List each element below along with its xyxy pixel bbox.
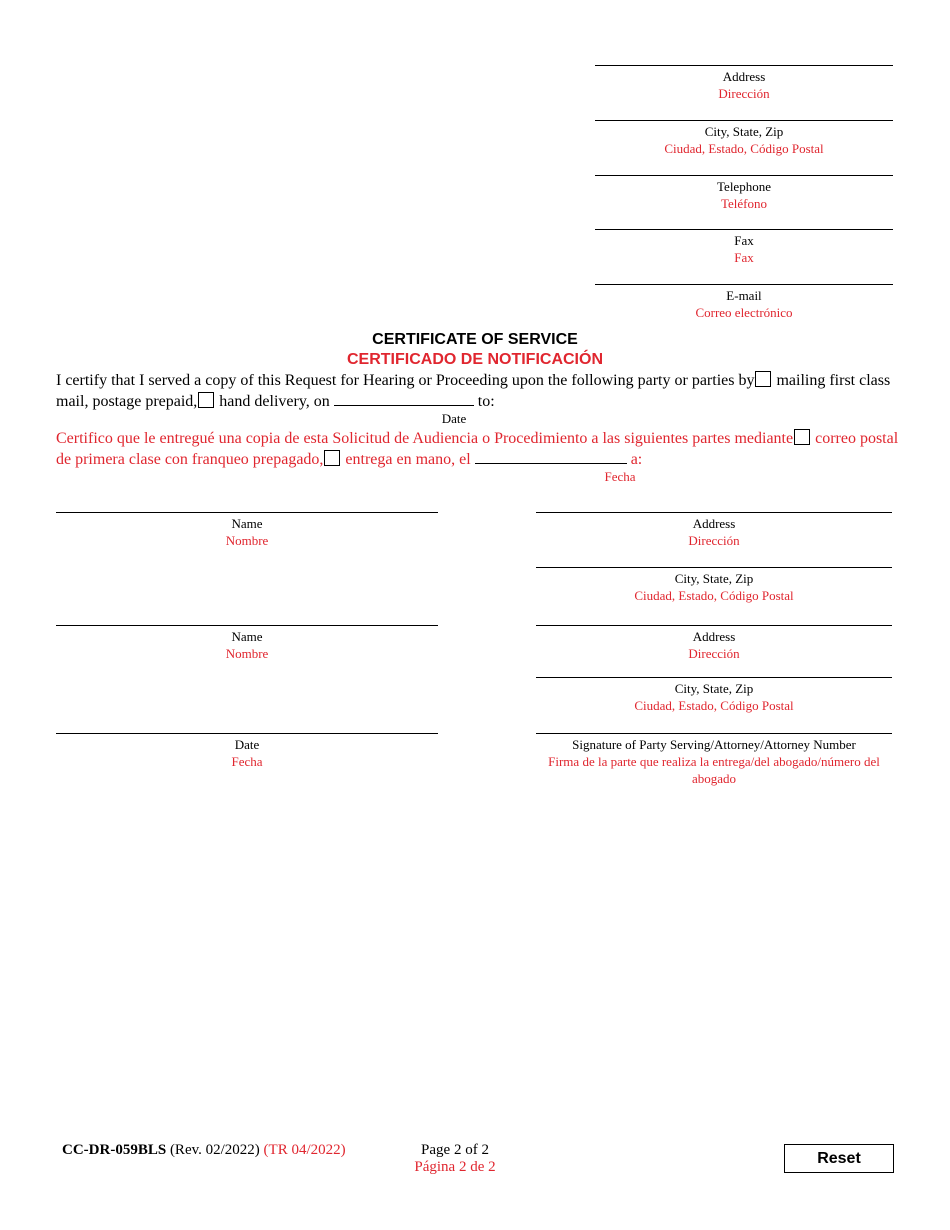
signature-date-field[interactable]: [56, 733, 438, 770]
fax-label-es: Fax: [734, 250, 754, 265]
email-field[interactable]: [595, 284, 893, 321]
party-name-label-es: Nombre: [225, 646, 269, 661]
party-address-label-es: Dirección: [688, 533, 740, 548]
fax-label: Fax: [734, 233, 754, 248]
signature-label: Signature of Party Serving/Attorney/Attorney Number: [572, 737, 856, 752]
certification-paragraph-en: [56, 370, 901, 412]
signature-field[interactable]: [536, 733, 892, 787]
page-number-es: Página 2 de 2: [414, 1159, 496, 1175]
to-label: to:: [477, 393, 495, 410]
party-city-label-es: Ciudad, Estado, Código Postal: [634, 588, 794, 603]
service-date-caption: Date: [441, 411, 467, 426]
party-1-city-field[interactable]: [536, 567, 892, 604]
city-state-zip-field[interactable]: [595, 120, 893, 157]
a-label: a:: [630, 451, 643, 468]
form-id: [62, 1142, 346, 1159]
certification-paragraph-es: [56, 428, 901, 470]
party-1-name-field[interactable]: [56, 512, 438, 549]
city-state-zip-label-es: Ciudad, Estado, Código Postal: [664, 141, 824, 156]
party-2-city-field[interactable]: [536, 677, 892, 714]
party-city-label-es: Ciudad, Estado, Código Postal: [634, 698, 794, 713]
party-address-label: Address: [692, 629, 736, 644]
party-name-label: Name: [231, 516, 263, 531]
fax-field[interactable]: [595, 229, 893, 266]
service-date-input[interactable]: [334, 391, 474, 406]
signature-date-label: Date: [234, 737, 260, 752]
certification-text: I certify that I served a copy of this Request for Hearing or Proceeding upon the following party or parties by: [56, 372, 755, 389]
address-field[interactable]: [595, 65, 893, 102]
service-date-input-es[interactable]: [475, 449, 627, 464]
signature-label-es: Firma de la parte que realiza la entrega/del abogado/número del abogado: [548, 754, 880, 786]
mailing-checkbox-es[interactable]: [794, 429, 810, 445]
certificate-title: CERTIFICATE OF SERVICE: [372, 331, 578, 348]
party-name-label-es: Nombre: [225, 533, 269, 548]
party-2-name-field[interactable]: [56, 625, 438, 662]
certification-text-es: Certifico que le entregué una copia de esta Solicitud de Audiencia o Procedimiento a las siguientes partes mediante: [56, 430, 794, 447]
form-revision: (Rev. 02/2022): [169, 1142, 260, 1158]
party-city-label: City, State, Zip: [674, 571, 754, 586]
mailing-option-label-es: correo postal de primera clase con franqueo prepagado,: [56, 430, 899, 468]
signature-date-label-es: Fecha: [231, 754, 263, 769]
telephone-label-es: Teléfono: [720, 196, 767, 211]
party-2-address-field[interactable]: [536, 625, 892, 662]
party-address-label: Address: [692, 516, 736, 531]
address-label: Address: [722, 69, 766, 84]
hand-delivery-label: hand delivery, on: [219, 393, 330, 410]
form-code: CC-DR-059BLS: [62, 1142, 167, 1158]
address-label-es: Dirección: [718, 86, 770, 101]
city-state-zip-label: City, State, Zip: [704, 124, 784, 139]
telephone-field[interactable]: [595, 175, 893, 212]
party-address-label-es: Dirección: [688, 646, 740, 661]
reset-button[interactable]: Reset: [784, 1144, 894, 1173]
mailing-option-label: mailing first class mail, postage prepaid,: [56, 372, 891, 410]
mailing-checkbox[interactable]: [755, 371, 771, 387]
page-number: [380, 1142, 530, 1176]
party-1-address-field[interactable]: [536, 512, 892, 549]
certificate-title-es: CERTIFICADO DE NOTIFICACIÓN: [347, 351, 603, 368]
party-city-label: City, State, Zip: [674, 681, 754, 696]
party-name-label: Name: [231, 629, 263, 644]
hand-delivery-label-es: entrega en mano, el: [345, 451, 471, 468]
service-date-caption-es: Fecha: [604, 469, 636, 484]
form-translation-revision: (TR 04/2022): [263, 1142, 346, 1158]
email-label: E-mail: [726, 288, 762, 303]
hand-delivery-checkbox[interactable]: [198, 392, 214, 408]
email-label-es: Correo electrónico: [695, 305, 793, 320]
telephone-label: Telephone: [717, 179, 771, 194]
hand-delivery-checkbox-es[interactable]: [324, 450, 340, 466]
page-number-en: Page 2 of 2: [421, 1142, 489, 1158]
